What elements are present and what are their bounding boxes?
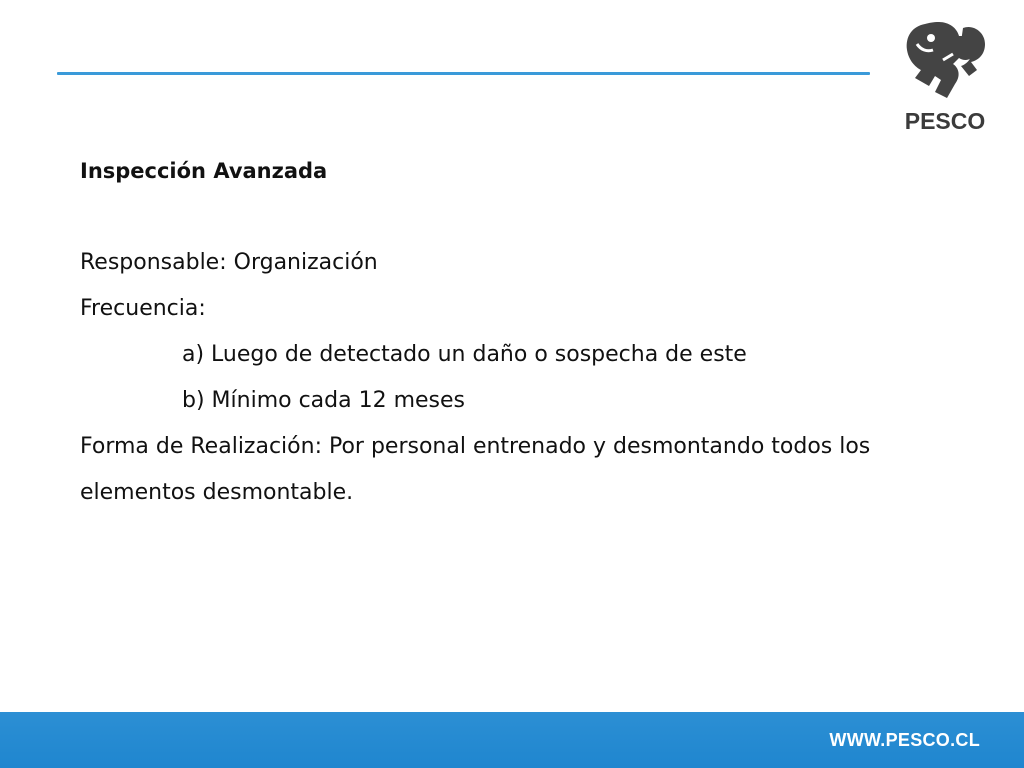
header-rule (57, 72, 870, 75)
spacer (80, 192, 990, 240)
frequency-item-b: b) Mínimo cada 12 meses (182, 388, 466, 413)
pesco-mascot-icon (895, 14, 995, 110)
footer-bar (0, 712, 1024, 768)
slide-title: Inspección Avanzada (80, 159, 328, 183)
slide-body (80, 150, 990, 516)
footer-url[interactable]: WWW.PESCO.CL (829, 730, 980, 750)
pesco-logo (895, 14, 995, 138)
frequency-label: Frecuencia: (80, 296, 206, 321)
responsible-line: Responsable: Organización (80, 250, 378, 275)
method-line: Forma de Realización: Por personal entrenado y desmontando todos los elementos desmontable. (80, 434, 871, 505)
brand-name: PESCO (904, 108, 986, 134)
frequency-item-a: a) Luego de detectado un daño o sospecha de este (182, 342, 747, 367)
